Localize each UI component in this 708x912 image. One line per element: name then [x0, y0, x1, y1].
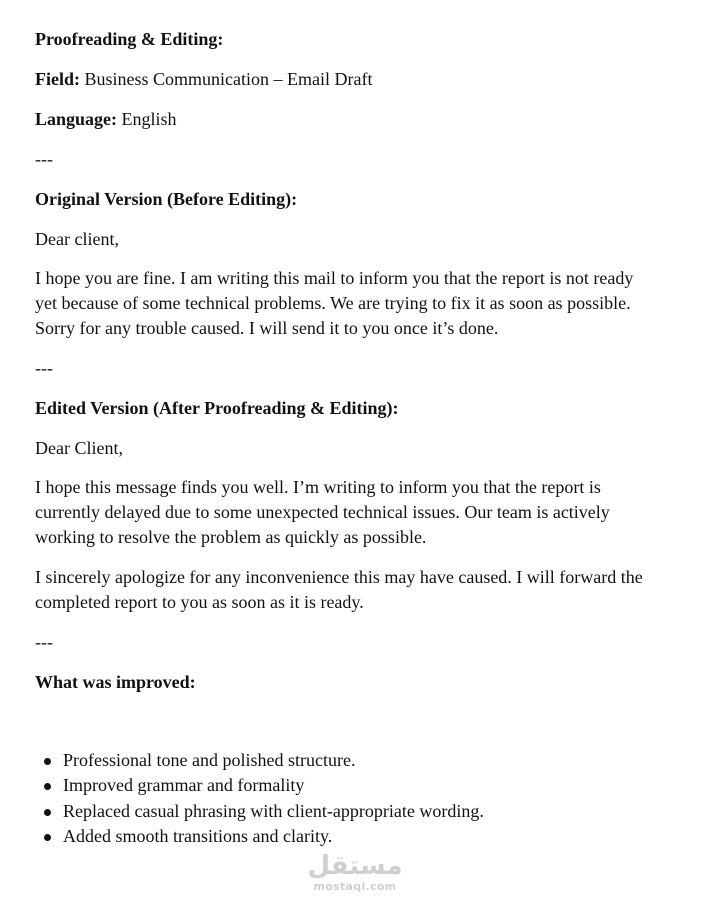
list-item [35, 773, 685, 798]
document [35, 28, 685, 849]
list-item-text: Improved grammar and formality [63, 775, 305, 796]
field-line [35, 68, 685, 90]
list-item-text: Professional tone and polished structure. [63, 750, 356, 770]
list-item [35, 824, 685, 849]
list-item-text: Added smooth transitions and clarity. [63, 825, 333, 846]
watermark-logo-text: مستقل [307, 851, 403, 881]
original-greeting: Dear client, [35, 229, 119, 249]
separator: --- [35, 632, 53, 652]
edited-para1-line: working to resolve the problem as quickly as possible. [35, 527, 427, 547]
bullet-icon [44, 834, 51, 841]
document-title: Proofreading & Editing: [35, 29, 224, 49]
original-body-line: Sorry for any trouble caused. I will send it to you once it’s done. [35, 318, 499, 338]
edited-paragraph-1 [35, 475, 685, 550]
edited-heading: Edited Version (After Proofreading & Editing): [35, 398, 399, 418]
bullet-icon [44, 809, 51, 816]
field-label: Field: [35, 69, 80, 89]
improvements-heading: What was improved: [35, 672, 196, 692]
edited-paragraph-2 [35, 565, 685, 615]
edited-para2-line: completed report to you as soon as it is ready. [35, 592, 364, 612]
edited-para2-line: I sincerely apologize for any inconvenience this may have caused. I will forward the [35, 567, 643, 587]
improvements-list [35, 748, 685, 849]
edited-para1-line: I hope this message finds you well. I’m writing to inform you that the report is [35, 477, 601, 497]
list-item [35, 799, 685, 824]
separator: --- [35, 149, 53, 169]
watermark-logo [300, 852, 410, 893]
list-item-text: Replaced casual phrasing with client-appropriate wording. [63, 800, 484, 821]
edited-greeting: Dear Client, [35, 438, 123, 458]
original-body-line: I hope you are fine. I am writing this mail to inform you that the report is not ready [35, 268, 634, 288]
field-value: Business Communication – Email Draft [80, 69, 373, 89]
language-label: Language: [35, 109, 118, 129]
original-body [35, 266, 685, 341]
language-value: English [117, 109, 177, 129]
separator: --- [35, 358, 53, 378]
language-line [35, 108, 685, 130]
edited-para1-line: currently delayed due to some unexpected technical issues. Our team is actively [35, 502, 610, 522]
list-item [35, 748, 685, 773]
bullet-icon [44, 783, 51, 790]
bullet-icon [44, 758, 51, 765]
watermark-url: mostaql.com [313, 880, 397, 893]
original-heading: Original Version (Before Editing): [35, 189, 298, 209]
original-body-line: yet because of some technical problems. We are trying to fix it as soon as possible. [35, 293, 631, 313]
